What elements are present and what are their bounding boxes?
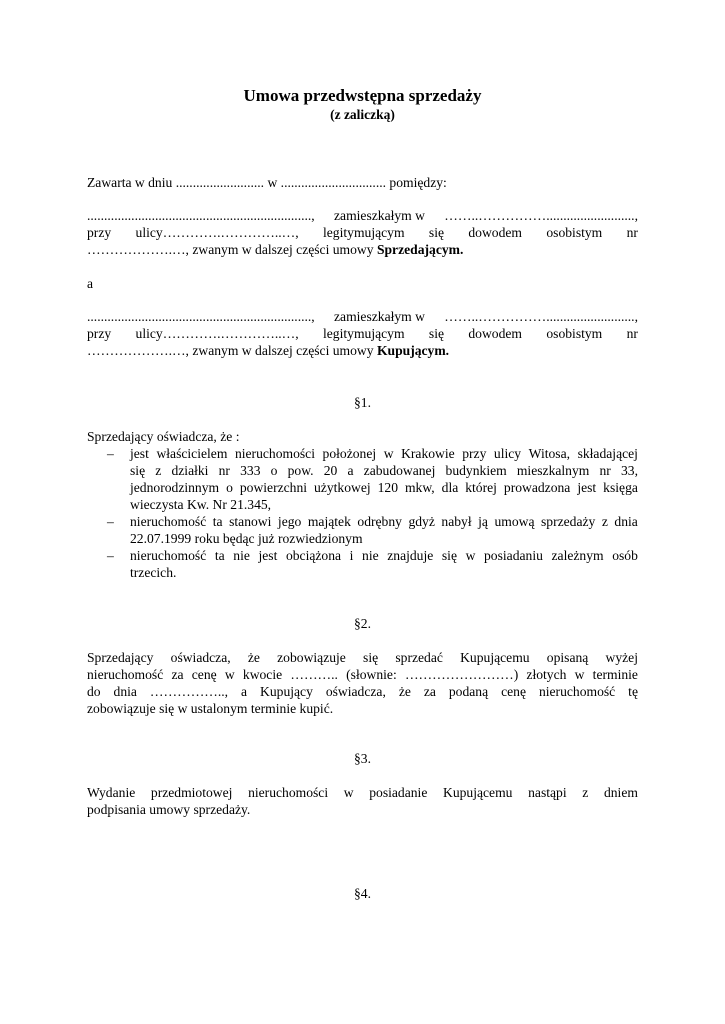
word: gdyż: [408, 514, 435, 529]
word: terminie: [592, 667, 638, 682]
seller-name-blank: ..................................................................,: [87, 208, 315, 223]
word: przy: [87, 225, 112, 240]
seller-residence-blank: ……..……………..........................,: [444, 208, 638, 223]
word: nie: [362, 548, 379, 563]
word: Kupującemu: [460, 650, 530, 665]
word: i: [349, 548, 354, 563]
bullet-2-marker: –: [107, 514, 114, 529]
word: ją: [478, 514, 488, 529]
seller-residence-label: zamieszkałym w: [334, 208, 425, 223]
section-1-heading: §1.: [354, 395, 371, 410]
word: nastąpi: [528, 785, 567, 800]
word: przy: [462, 446, 487, 461]
word: do: [87, 684, 101, 699]
word: wyżej: [605, 650, 638, 665]
word: w: [224, 667, 235, 682]
word: nieruchomość: [130, 514, 207, 529]
word: jest: [577, 480, 597, 495]
seller-line-3: [87, 241, 638, 258]
bullet-1-line-1: [130, 445, 638, 462]
word: mkw,: [404, 480, 435, 495]
bullet-3-line-1: [130, 547, 638, 564]
section-3-line-2: podpisania umowy sprzedaży.: [87, 802, 251, 817]
word: ulicy………….…………..…,: [135, 326, 299, 341]
word: nieruchomość: [87, 667, 164, 682]
word: jednorodzinnym: [130, 480, 220, 495]
word: nieruchomość: [538, 684, 616, 699]
word: z: [582, 785, 589, 800]
word: zależnym: [551, 548, 604, 563]
word: nabył: [441, 514, 472, 529]
buyer-line-2: [87, 325, 638, 342]
word: dnia: [614, 514, 638, 529]
word: ta: [214, 548, 225, 563]
word: Kupującemu: [443, 785, 513, 800]
word: w: [343, 785, 354, 800]
word: osobistym: [546, 326, 603, 341]
word: oświadcza,: [325, 684, 386, 699]
document-title: Umowa przedwstępna sprzedaży: [243, 86, 482, 105]
buyer-line-1: [87, 308, 638, 325]
word: kwocie: [242, 667, 283, 682]
word: budynkiem: [445, 463, 507, 478]
word: Krakowie: [401, 446, 455, 461]
word: się: [130, 463, 146, 478]
word: znajduje: [387, 548, 434, 563]
word: ulicy………….…………..…,: [135, 225, 299, 240]
word: dnia: [113, 684, 137, 699]
word: właścicielem: [156, 446, 228, 461]
word: legitymującym: [323, 326, 405, 341]
word: obciążona: [285, 548, 342, 563]
word: legitymującym: [323, 225, 405, 240]
word: dla: [441, 480, 459, 495]
word: zabudowanej: [363, 463, 436, 478]
word: jego: [277, 514, 302, 529]
buyer-line-3: [87, 342, 638, 359]
word: dowodem: [468, 326, 522, 341]
word: 120: [377, 480, 398, 495]
section-2-line-4: zobowiązuje się w ustalonym terminie kupić.: [87, 701, 334, 716]
word: majątek: [307, 514, 351, 529]
word: Kupujący: [260, 684, 313, 699]
word: przy: [87, 326, 112, 341]
word: sprzedać: [395, 650, 443, 665]
bullet-1-marker: –: [107, 446, 114, 461]
seller-line-1: [87, 207, 638, 224]
word: zobowiązuje: [277, 650, 346, 665]
section-2-heading: §2.: [354, 616, 371, 631]
word: w: [465, 548, 476, 563]
word: osobistym: [546, 225, 603, 240]
word: ta: [212, 514, 223, 529]
word: nr: [599, 463, 611, 478]
word: Sprzedający: [87, 650, 154, 665]
document-subtitle: (z zaliczką): [330, 107, 395, 122]
buyer-residence-label: zamieszkałym w: [334, 309, 425, 324]
word: nieruchomości: [234, 446, 315, 461]
bullet-1-line-4: wieczysta Kw. Nr 21.345,: [130, 497, 272, 512]
seller-line-3-text: ……………….…, zwanym w dalszej części umowy: [87, 242, 377, 257]
word: nr: [626, 326, 638, 341]
word: dniem: [603, 785, 638, 800]
word: Wydanie: [87, 785, 136, 800]
bullet-1-line-3: [130, 479, 638, 496]
section-2-line-2: [87, 666, 638, 683]
word: składającej: [577, 446, 638, 461]
word: w: [574, 667, 585, 682]
word: umową: [494, 514, 535, 529]
word: 333: [240, 463, 261, 478]
section-3-line-1: [87, 784, 638, 801]
word: odrębny: [357, 514, 402, 529]
bullet-2-line-2: 22.07.1999 roku będąc już rozwiedzionym: [130, 531, 363, 546]
word: cenę: [191, 667, 217, 682]
bullet-2-line-1: [130, 513, 638, 530]
word: mieszkalnym: [516, 463, 590, 478]
word: posiadaniu: [484, 548, 543, 563]
word: złotych: [526, 667, 567, 682]
word: że: [247, 650, 260, 665]
buyer-line-3-text: ……………….…, zwanym w dalszej części umowy: [87, 343, 377, 358]
word: 33,: [620, 463, 638, 478]
word: prowadzona: [503, 480, 571, 495]
bullet-3-marker: –: [107, 548, 114, 563]
word: stanowi: [229, 514, 272, 529]
section-3-heading: §3.: [354, 751, 371, 766]
word: oświadcza,: [170, 650, 231, 665]
section-1-lead: Sprzedający oświadcza, że :: [87, 429, 240, 444]
word: ………..: [290, 667, 338, 682]
word: położonej: [322, 446, 377, 461]
word: Witosa,: [528, 446, 571, 461]
word: a: [241, 684, 248, 699]
word: się: [428, 326, 445, 341]
word: użytkowej: [314, 480, 371, 495]
seller-role: Sprzedającym.: [376, 242, 464, 257]
word: a: [347, 463, 354, 478]
word: ……………..,: [149, 684, 229, 699]
word: ……………………): [404, 667, 519, 682]
section-2-line-3: [87, 683, 638, 700]
word: z: [601, 514, 608, 529]
word: opisaną: [546, 650, 589, 665]
word: 20: [323, 463, 338, 478]
intro-line: Zawarta w dniu .......................... w ............................... pomiędzy:: [87, 175, 447, 190]
word: się: [428, 225, 445, 240]
word: za: [423, 684, 436, 699]
word: nr: [218, 463, 230, 478]
word: której: [465, 480, 497, 495]
word: jest: [258, 548, 278, 563]
word: się: [441, 548, 457, 563]
word: sprzedaży: [541, 514, 596, 529]
word: dowodem: [468, 225, 522, 240]
word: ulicy: [493, 446, 522, 461]
word: się: [363, 650, 379, 665]
word: cenę: [501, 684, 526, 699]
word: o: [270, 463, 278, 478]
buyer-name-blank: ..................................................................,: [87, 309, 315, 324]
buyer-residence-blank: ……..……………..........................,: [444, 309, 638, 324]
word: nr: [626, 225, 638, 240]
bullet-1-line-2: [130, 462, 638, 479]
buyer-role: Kupującym.: [376, 343, 450, 358]
word: przedmiotowej: [150, 785, 233, 800]
word: księga: [603, 480, 638, 495]
word: jest: [130, 446, 149, 461]
bullet-3-line-2: trzecich.: [130, 565, 177, 580]
word: posiadanie: [369, 785, 428, 800]
word: za: [171, 667, 184, 682]
word: że: [398, 684, 411, 699]
word: podaną: [448, 684, 489, 699]
word: osób: [612, 548, 638, 563]
word: działki: [171, 463, 209, 478]
word: w: [383, 446, 394, 461]
word: pow.: [287, 463, 314, 478]
word: (słownie:: [346, 667, 397, 682]
section-4-heading: §4.: [354, 886, 371, 901]
word: tę: [628, 684, 638, 699]
section-2-line-1: [87, 649, 638, 666]
word: o: [226, 480, 233, 495]
word: nieruchomość: [130, 548, 207, 563]
word: nieruchomości: [248, 785, 329, 800]
word: powierzchni: [239, 480, 308, 495]
word: nie: [233, 548, 250, 563]
seller-line-2: [87, 224, 638, 241]
conjunction: a: [87, 276, 94, 291]
word: z: [155, 463, 162, 478]
